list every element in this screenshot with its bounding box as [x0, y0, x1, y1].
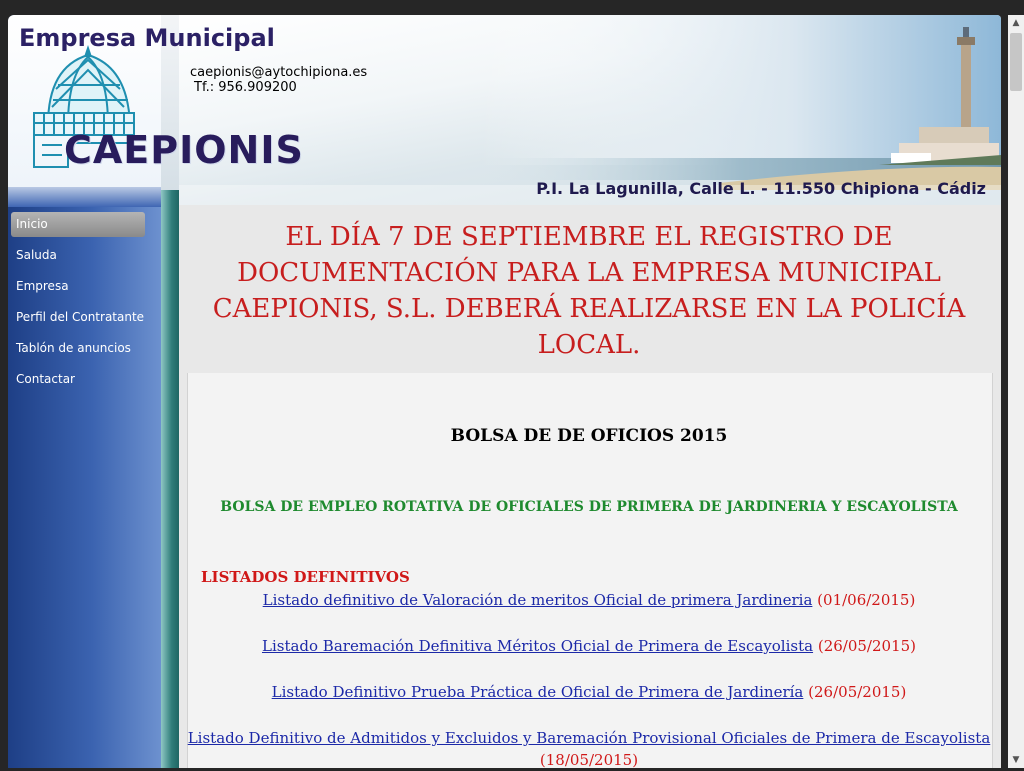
- header-banner: [179, 15, 1001, 205]
- bolsa-title: BOLSA DE DE OFICIOS 2015: [450, 426, 728, 446]
- vertical-scrollbar[interactable]: [1008, 15, 1024, 768]
- nav-item-perfil-contratante[interactable]: Perfil del Contratante: [16, 310, 145, 324]
- address: P.I. La Lagunilla, Calle L. - 11.550 Chipiona - Cádiz: [536, 179, 986, 198]
- document-date: (26/05/2015): [808, 683, 907, 701]
- contact-phone: Tf.: 956.909200: [194, 80, 297, 95]
- document-date: (26/05/2015): [817, 637, 917, 655]
- scroll-down-icon[interactable]: ▼: [1012, 755, 1020, 765]
- document-row: [187, 589, 991, 611]
- main-navigation: [11, 212, 145, 398]
- scroll-thumb[interactable]: [1010, 33, 1022, 91]
- brand-name: CAEPIONIS: [64, 128, 304, 172]
- scroll-up-icon[interactable]: ▲: [1012, 18, 1020, 28]
- nav-item-tablon-anuncios[interactable]: Tablón de anuncios: [16, 341, 131, 355]
- sidebar-separator: [8, 187, 161, 207]
- nav-item-empresa[interactable]: Empresa: [16, 279, 69, 293]
- document-row: [187, 635, 991, 657]
- bolsa-subtitle: BOLSA DE EMPLEO ROTATIVA DE OFICIALES DE PRIMERA DE JARDINERIA Y ESCAYOLISTA: [220, 499, 958, 515]
- nav-item-inicio[interactable]: Inicio: [11, 212, 145, 237]
- document-link-admitidos-escayolista[interactable]: Listado Definitivo de Admitidos y Excluidos y Baremación Provisional Oficiales de Primera de Escayolista: [187, 729, 991, 747]
- lighthouse-beach-icon: [179, 15, 1001, 205]
- document-link-valoracion-jardineria[interactable]: Listado definitivo de Valoración de meritos Oficial de primera Jardineria: [262, 591, 813, 609]
- nav-item-saluda[interactable]: Saluda: [16, 248, 57, 262]
- document-row: [187, 727, 991, 771]
- nav-item-contactar[interactable]: Contactar: [16, 372, 75, 386]
- announcement-heading: EL DÍA 7 DE SEPTIEMBRE EL REGISTRO DE DOCUMENTACIÓN PARA LA EMPRESA MUNICIPAL CAEPIONIS, S.L. DEBERÁ REALIZARSE EN LA POLICÍA LOCAL.: [212, 222, 966, 360]
- document-row: [187, 681, 991, 703]
- document-date: (18/05/2015): [539, 751, 639, 769]
- document-link-prueba-practica-jardineria[interactable]: Listado Definitivo Prueba Práctica de Oficial de Primera de Jardinería: [271, 683, 804, 701]
- listados-heading: LISTADOS DEFINITIVOS: [201, 568, 410, 586]
- document-date: (01/06/2015): [817, 591, 916, 609]
- document-link-baremacion-escayolista[interactable]: Listado Baremación Definitiva Méritos Oficial de Primera de Escayolista: [261, 637, 814, 655]
- contact-email: caepionis@aytochipiona.es: [190, 65, 368, 80]
- company-title: Empresa Municipal: [19, 24, 275, 52]
